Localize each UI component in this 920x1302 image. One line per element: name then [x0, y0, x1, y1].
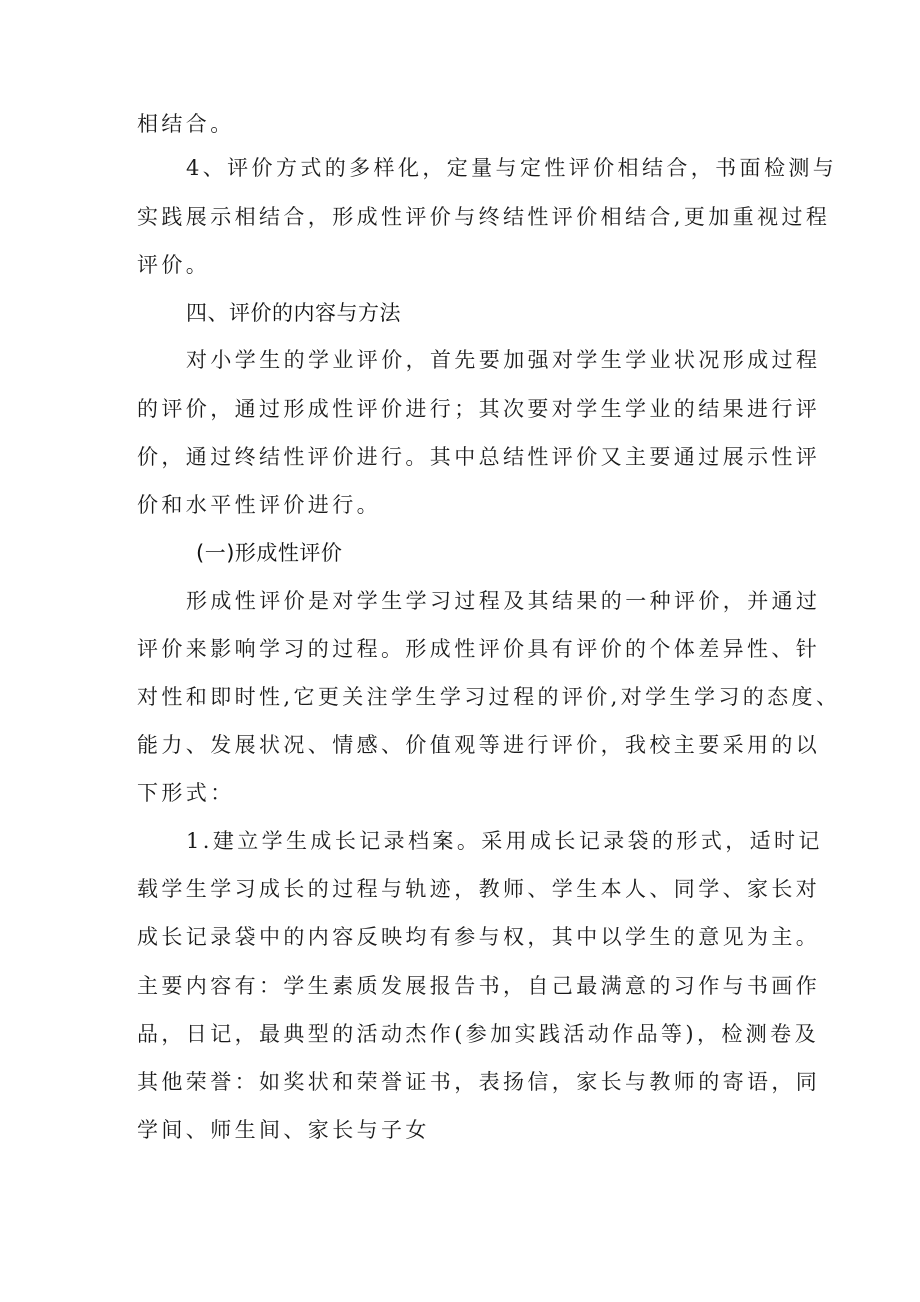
- subsection-heading: (一)形成性评价: [196, 541, 343, 565]
- paragraph-line: 的评价，通过形成性评价进行；其次要对学生学业的结果进行评: [137, 397, 821, 421]
- paragraph-line: 成长记录袋中的内容反映均有参与权，其中以学生的意见为主。: [137, 925, 821, 949]
- paragraph-line: 载学生学习成长的过程与轨迹，教师、学生本人、同学、家长对: [137, 877, 821, 901]
- paragraph-line: 学间、师生间、家长与子女: [137, 1118, 430, 1142]
- paragraph-line: 主要内容有：学生素质发展报告书，自己最满意的习作与书画作: [137, 974, 821, 998]
- paragraph-line: 品，日记，最典型的活动杰作(参加实践活动作品等)，检测卷及: [137, 1022, 819, 1046]
- paragraph-line: 评价。: [137, 253, 211, 277]
- paragraph-line: 其他荣誉：如奖状和荣誉证书，表扬信，家长与教师的寄语，同: [137, 1070, 821, 1094]
- paragraph-line: 价，通过终结性评价进行。其中总结性评价又主要通过展示性评: [137, 445, 821, 469]
- paragraph-line: 评价来影响学习的过程。形成性评价具有评价的个体差异性、针: [137, 637, 821, 661]
- paragraph-line: 下形式：: [137, 781, 235, 805]
- paragraph-line: 相结合。: [137, 112, 235, 136]
- paragraph-line: 实践展示相结合，形成性评价与终结性评价相结合,更加重视过程: [137, 205, 831, 229]
- paragraph-line: 1.建立学生成长记录档案。采用成长记录袋的形式，适时记: [186, 829, 823, 853]
- paragraph-line: 能力、发展状况、情感、价值观等进行评价，我校主要采用的以: [137, 733, 821, 757]
- section-heading: 四、评价的内容与方法: [186, 301, 401, 325]
- paragraph-line: 对小学生的学业评价，首先要加强对学生学业状况形成过程: [186, 348, 821, 372]
- paragraph-line: 形成性评价是对学生学习过程及其结果的一种评价，并通过: [186, 589, 821, 613]
- paragraph-line: 对性和即时性,它更关注学生学习过程的评价,对学生学习的态度、: [137, 685, 841, 709]
- paragraph-line: 价和水平性评价进行。: [137, 493, 381, 517]
- paragraph-line: 4、评价方式的多样化，定量与定性评价相结合，书面检测与: [186, 156, 838, 180]
